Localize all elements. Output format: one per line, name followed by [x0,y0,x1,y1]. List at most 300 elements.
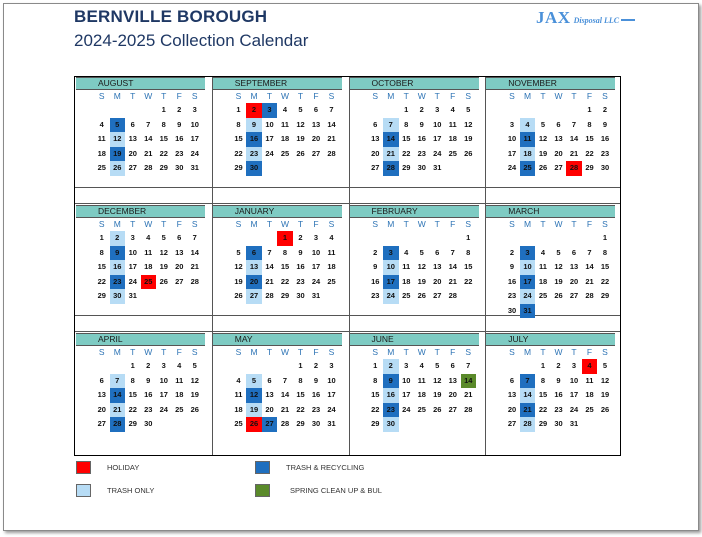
day-cell [535,304,551,319]
day-cell: 17 [569,390,579,399]
weekday-label: S [372,219,379,229]
day-cell: 6 [313,105,319,114]
day-cell: 13 [97,390,106,399]
day-cell: 13 [433,262,442,271]
day-cell: 1 [99,233,104,242]
day-cell: 15 [97,262,106,271]
day-cell: 24 [433,148,442,158]
day-cell: 14 [144,134,153,143]
day-cell: 5 [110,118,126,133]
day-cell: 12 [190,375,199,385]
month-june [350,333,479,432]
weekday-label: S [602,91,608,101]
day-cell: 19 [554,276,563,286]
day-cell: 4 [450,105,455,114]
day-cell: 22 [585,148,594,158]
weekday-label: T [434,91,440,101]
day-cell: 9 [419,119,424,129]
month-header: JULY [486,333,615,346]
day-cell: 26 [159,276,168,286]
day-cell: 29 [159,163,168,172]
day-cell: 28 [520,417,536,432]
day-cell: 30 [175,163,184,172]
day-cell: 5 [556,247,561,257]
day-cell: 5 [298,105,303,114]
month-header: OCTOBER [350,77,479,90]
day-cell: 21 [190,262,199,271]
day-cell: 30 [296,291,305,300]
day-cell: 1 [130,361,135,370]
weekday-label: T [130,91,136,101]
day-cell: 24 [383,289,399,304]
day-cell: 18 [280,134,290,143]
day-cell: 17 [383,275,399,290]
day-cell [368,231,384,246]
day-cell: 1 [404,105,409,114]
weekday-label: S [465,219,472,229]
day-cell [597,304,613,319]
weekday-label: S [235,347,242,357]
day-cell: 29 [280,291,290,300]
week-row [76,231,205,246]
day-cell: 12 [110,132,126,147]
day-cell: 31 [327,419,336,428]
day-cell: 12 [538,134,548,143]
day-cell: 11 [585,375,594,385]
week-row [486,403,615,418]
weekday-label: M [250,219,258,229]
day-cell [504,103,520,118]
weekday-row [76,218,205,231]
day-cell: 14 [327,119,336,129]
day-cell: 17 [159,390,168,399]
day-cell: 15 [585,134,594,143]
day-cell: 18 [144,262,153,271]
day-cell: 12 [433,375,442,385]
week-row [213,359,342,374]
day-cell: 16 [600,134,610,143]
day-cell: 26 [246,417,262,432]
day-cell: 7 [329,105,334,114]
weekday-label: T [130,347,136,357]
day-cell [520,103,536,118]
day-cell: 20 [175,262,184,271]
day-cell: 17 [327,390,336,399]
weekday-label: S [98,347,105,357]
week-row [350,260,479,275]
day-cell: 10 [507,134,517,143]
day-cell: 19 [433,390,442,399]
day-cell: 12 [159,247,168,257]
day-cell: 26 [110,161,126,176]
day-cell: 4 [177,361,182,370]
weekday-label: S [465,347,472,357]
day-cell: 6 [373,119,378,129]
day-cell: 6 [509,375,515,385]
day-cell: 1 [466,233,471,242]
day-cell: 12 [600,375,610,385]
week-row [486,118,615,133]
weekday-label: T [297,347,304,357]
weekday-label: S [191,347,198,357]
day-cell: 27 [311,148,321,158]
day-cell: 28 [110,417,126,432]
day-cell: 20 [371,148,380,158]
week-row [486,132,615,147]
legend-spring-cleanup [255,484,382,497]
month-february [350,205,479,304]
week-row [76,374,205,389]
day-cell: 26 [464,148,473,158]
day-cell: 6 [267,375,272,385]
day-cell [461,289,477,304]
day-cell: 16 [311,390,321,399]
week-row [76,275,205,290]
weekday-label: M [250,347,258,357]
day-cell: 22 [234,148,243,158]
week-row [76,403,205,418]
day-cell: 21 [280,404,290,414]
logo-text: JAX [536,8,571,27]
day-cell: 10 [190,119,199,129]
weekday-label: M [387,347,395,357]
week-row [213,147,342,162]
week-row [76,289,205,304]
day-cell: 15 [280,262,290,271]
week-row [350,359,479,374]
day-cell: 15 [234,134,243,143]
day-cell [566,304,582,319]
month-november [486,77,615,176]
day-cell: 28 [464,404,473,414]
week-row [486,374,615,389]
day-cell: 16 [507,276,517,286]
weekday-label: S [372,347,379,357]
day-cell: 28 [265,291,274,300]
day-cell: 23 [554,404,563,414]
day-cell [582,417,598,432]
weekday-row [486,90,615,103]
day-cell: 29 [538,419,548,428]
day-cell: 23 [600,148,610,158]
day-cell: 8 [298,375,303,385]
day-cell: 2 [509,247,515,257]
month-header: SEPTEMBER [213,77,342,90]
day-cell: 2 [298,233,303,242]
day-cell: 8 [540,375,546,385]
week-row [213,289,342,304]
day-cell: 11 [417,375,426,385]
day-cell: 3 [130,233,135,242]
weekday-label: S [509,347,515,357]
day-cell [445,417,461,432]
day-cell: 14 [190,247,199,257]
day-cell: 10 [128,247,137,257]
day-cell: 21 [585,276,594,286]
day-cell: 1 [161,105,166,114]
day-cell [368,103,384,118]
day-cell: 15 [402,134,411,143]
weekday-row [350,218,479,231]
day-cell: 8 [466,247,471,257]
day-cell: 25 [417,404,426,414]
day-cell: 5 [192,361,197,370]
day-cell: 14 [280,390,290,399]
day-cell [262,231,278,246]
day-cell: 15 [128,390,137,399]
day-cell: 22 [538,404,548,414]
day-cell: 1 [373,361,378,370]
day-cell: 27 [433,291,442,300]
week-row [350,289,479,304]
weekday-label: T [266,219,273,229]
legend-label: TRASH ONLY [107,486,155,495]
day-cell: 2 [246,103,262,118]
day-cell: 16 [383,388,399,403]
day-cell: 8 [587,119,592,129]
week-row [76,132,205,147]
day-cell: 1 [602,233,608,242]
day-cell: 3 [313,233,319,242]
day-cell: 19 [190,390,199,399]
day-cell: 19 [538,148,548,158]
week-row [486,147,615,162]
day-cell: 19 [110,147,126,162]
day-cell: 17 [128,262,137,271]
month-december [76,205,205,304]
day-cell: 4 [540,247,546,257]
day-cell: 23 [144,404,153,414]
day-cell: 14 [520,388,536,403]
day-cell: 12 [246,388,262,403]
day-cell: 27 [262,417,278,432]
day-cell: 19 [600,390,610,399]
day-cell: 2 [419,105,424,114]
day-cell: 18 [538,276,548,286]
weekday-label: T [403,219,409,229]
weekday-label: S [235,219,242,229]
day-cell: 19 [234,276,243,286]
day-cell: 8 [130,375,135,385]
weekday-label: M [387,219,395,229]
weekday-label: W [417,219,426,229]
weekday-row [486,218,615,231]
day-cell: 20 [246,275,262,290]
day-cell: 30 [600,163,610,172]
day-cell: 9 [313,375,319,385]
day-cell: 25 [175,404,184,414]
weekday-label: S [509,91,515,101]
day-cell: 15 [464,262,473,271]
day-cell: 28 [144,163,153,172]
day-cell: 3 [435,105,440,114]
weekday-label: T [540,219,546,229]
day-cell [246,359,262,374]
day-cell: 6 [450,361,455,370]
day-cell: 23 [371,291,380,300]
weekday-label: T [571,91,577,101]
day-cell: 10 [569,375,579,385]
week-row [213,103,342,118]
day-cell: 29 [128,419,137,428]
day-cell: 26 [417,291,426,300]
day-cell: 8 [373,375,378,385]
day-cell: 9 [246,118,262,133]
day-cell: 16 [554,390,563,399]
day-cell: 10 [327,375,336,385]
day-cell: 15 [159,134,168,143]
weekday-label: S [602,347,608,357]
day-cell [231,231,247,246]
day-cell [277,359,293,374]
day-cell [156,289,172,304]
weekday-label: F [176,219,182,229]
weekday-label: M [113,219,121,229]
day-cell: 14 [461,374,477,389]
week-row [213,275,342,290]
day-cell: 17 [311,262,321,271]
weekday-row [213,346,342,359]
day-cell [551,231,567,246]
day-cell: 27 [371,163,380,172]
week-row [350,103,479,118]
day-cell [383,231,399,246]
day-cell: 25 [234,419,243,428]
day-cell [262,359,278,374]
day-cell: 7 [520,374,536,389]
day-cell: 5 [161,233,166,242]
day-cell: 3 [383,246,399,261]
day-cell: 25 [538,291,548,300]
row-divider [75,187,620,188]
day-cell: 2 [383,359,399,374]
day-cell: 18 [97,148,106,158]
weekday-row [76,346,205,359]
day-cell: 5 [466,105,471,114]
week-row [76,417,205,432]
week-row [76,161,205,176]
week-row [486,161,615,176]
day-cell: 23 [110,275,126,290]
day-cell: 23 [311,404,321,414]
week-row [350,231,479,246]
day-cell: 13 [311,119,321,129]
day-cell: 20 [554,148,563,158]
day-cell [582,304,598,319]
day-cell: 19 [417,276,426,286]
page-title: BERNVILLE BOROUGH [74,7,268,26]
week-row [486,388,615,403]
day-cell [535,103,551,118]
weekday-row [350,346,479,359]
day-cell: 13 [569,262,579,271]
weekday-label: W [280,219,290,229]
day-cell: 3 [509,119,515,129]
day-cell: 1 [236,105,241,114]
weekday-label: T [161,347,167,357]
day-cell: 30 [110,289,126,304]
month-march [486,205,615,318]
day-cell [399,417,415,432]
day-cell: 14 [265,262,274,271]
day-cell: 11 [327,247,336,257]
day-cell: 15 [296,390,305,399]
day-cell: 26 [554,291,563,300]
weekday-label: F [313,91,319,101]
day-cell: 22 [600,276,610,286]
page-subtitle: 2024-2025 Collection Calendar [74,31,309,50]
day-cell: 31 [569,419,579,428]
day-cell [125,103,141,118]
week-row [350,161,479,176]
month-july [486,333,615,432]
week-row [213,403,342,418]
day-cell [430,231,446,246]
row-divider [75,331,620,332]
day-cell [504,359,520,374]
month-september [213,77,342,176]
weekday-label: T [130,219,136,229]
day-cell: 10 [159,375,168,385]
day-cell: 2 [602,105,608,114]
day-cell: 20 [128,148,137,158]
day-cell: 28 [280,419,290,428]
weekday-label: T [434,347,440,357]
day-cell: 26 [190,404,199,414]
day-cell: 13 [507,390,517,399]
weekday-label: T [266,91,273,101]
trash-recycling-swatch [255,461,270,474]
day-cell: 15 [538,390,548,399]
day-cell: 7 [450,247,455,257]
day-cell: 24 [520,289,536,304]
day-cell: 4 [146,233,151,242]
day-cell: 22 [464,276,473,286]
weekday-label: W [417,347,426,357]
day-cell: 5 [246,374,262,389]
day-cell: 25 [327,276,336,286]
row-divider [75,203,620,204]
legend-label: HOLIDAY [107,463,140,472]
day-cell: 19 [296,134,305,143]
day-cell: 19 [246,403,262,418]
day-cell: 7 [192,233,197,242]
month-header: FEBRUARY [350,205,479,218]
day-cell: 9 [383,374,399,389]
day-cell: 27 [246,289,262,304]
day-cell: 8 [602,247,608,257]
day-cell: 11 [539,262,547,271]
day-cell: 13 [371,134,380,143]
day-cell: 28 [585,291,594,300]
day-cell: 14 [585,262,594,271]
day-cell: 13 [448,375,457,385]
day-cell [520,359,536,374]
day-cell [172,289,188,304]
week-row [213,388,342,403]
calendar-grid [74,76,621,456]
day-cell: 30 [417,163,426,172]
day-cell: 21 [383,147,399,162]
weekday-label: F [450,219,456,229]
day-cell: 11 [97,134,106,143]
day-cell: 17 [402,390,411,399]
day-cell [445,231,461,246]
day-cell [262,161,278,176]
week-row [486,231,615,246]
day-cell: 27 [507,419,517,428]
weekday-label: T [540,91,546,101]
